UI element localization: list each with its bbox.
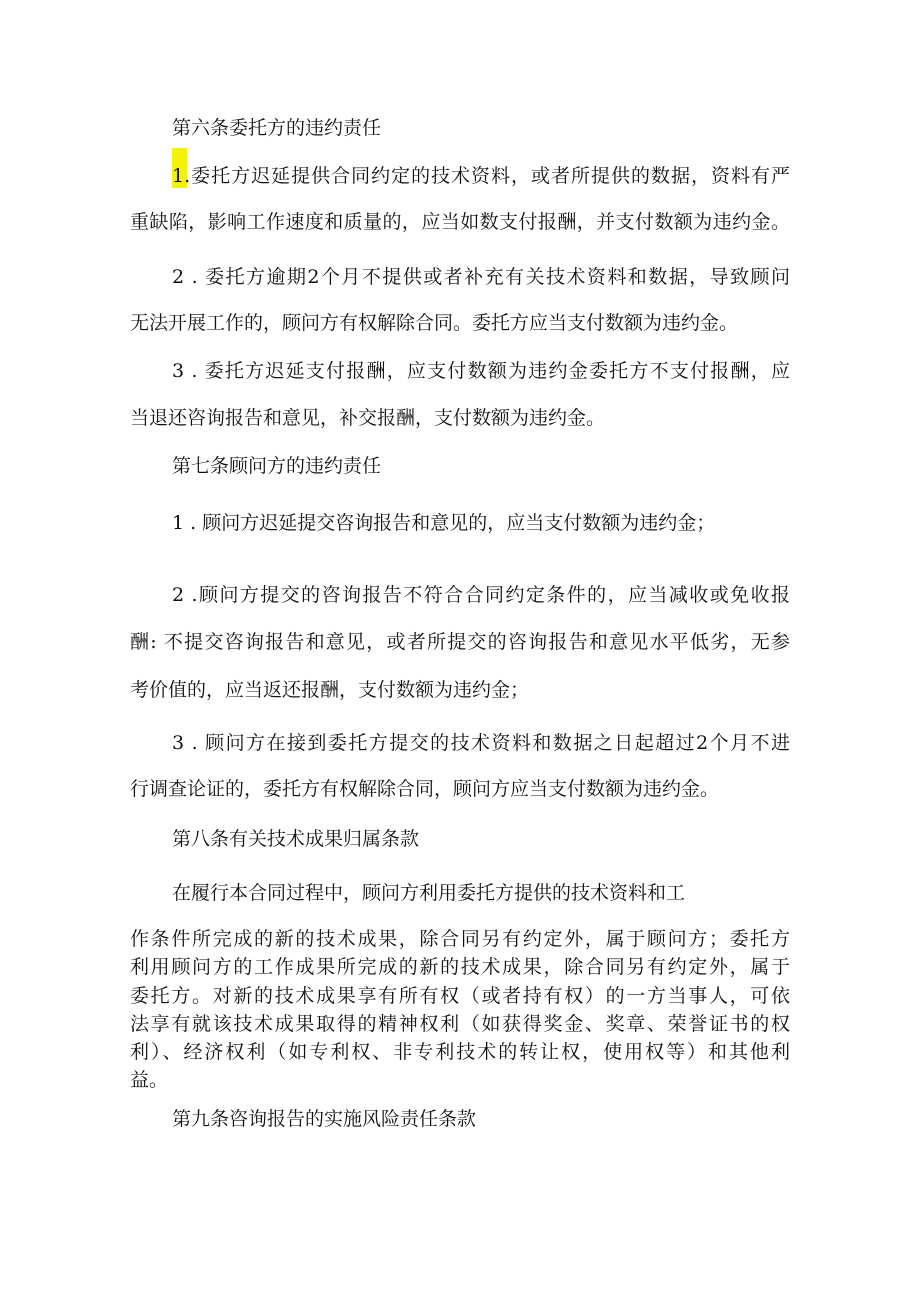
article-8-body-line-4: 委托方。对新的技术成果享有所有权（或者持有权）的一方当事人，可依 [130, 985, 790, 1007]
article-6-heading: 第六条委托方的违约责任 [172, 117, 382, 139]
article-7-clause-2-line-3: 考价值的，应当返还报酬，支付数额为违约金； [130, 679, 530, 701]
article-7-heading: 第七条顾问方的违约责任 [172, 455, 382, 477]
article-8-body-line-2: 作条件所完成的新的技术成果，除合同另有约定外，属于顾问方；委托方 [130, 928, 790, 950]
article-6-clause-2-line-2: 无法开展工作的，顾问方有权解除合同。委托方应当支付数额为违约金。 [130, 312, 739, 334]
article-8-body-line-5: 法享有就该技术成果取得的精神权利（如获得奖金、奖章、荣誉证书的权 [130, 1013, 790, 1035]
article-8-heading: 第八条有关技术成果归属条款 [172, 828, 420, 850]
article-6-clause-3-line-1: 3 . 委托方迟延支付报酬，应支付数额为违约金委托方不支付报酬，应 [172, 360, 790, 382]
article-9-heading: 第九条咨询报告的实施风险责任条款 [172, 1108, 477, 1130]
article-7-clause-2-line-1: 2 .顾问方提交的咨询报告不符合合同约定条件的，应当减收或免收报 [172, 584, 790, 606]
article-8-body-line-6: 利）、经济权利（如专利权、非专利技术的转让权，使用权等）和其他利 [130, 1041, 790, 1063]
article-7-clause-1: 1 . 顾问方迟延提交咨询报告和意见的，应当支付数额为违约金； [172, 512, 716, 534]
article-7-clause-2-line-2: 酬: 不提交咨询报告和意见，或者所提交的咨询报告和意见水平低劣，无参 [130, 631, 790, 653]
article-6-clause-1-line-1: 1.委托方迟延提供合同约定的技术资料，或者所提供的数据，资料有严 [172, 165, 790, 187]
article-8-body-line-1: 在履行本合同过程中，顾问方利用委托方提供的技术资料和工 [172, 882, 686, 904]
article-6-clause-2-line-1: 2 . 委托方逾期2个月不提供或者补充有关技术资料和数据，导致顾问 [172, 266, 790, 288]
article-6-clause-1-line-2: 重缺陷，影响工作速度和质量的，应当如数支付报酬，并支付数额为违约金。 [130, 211, 790, 233]
article-7-clause-3-line-2: 行调查论证的，委托方有权解除合同，顾问方应当支付数额为违约金。 [130, 778, 720, 800]
article-7-clause-3-line-1: 3 . 顾问方在接到委托方提交的技术资料和数据之日起超过2个月不进 [172, 732, 790, 754]
article-8-body-line-3: 利用顾问方的工作成果所完成的新的技术成果，除合同另有约定外，属于 [130, 956, 790, 978]
article-6-clause-3-line-2: 当退还咨询报告和意见，补交报酬，支付数额为违约金。 [130, 407, 606, 429]
article-8-body-line-7: 益。 [130, 1069, 169, 1091]
